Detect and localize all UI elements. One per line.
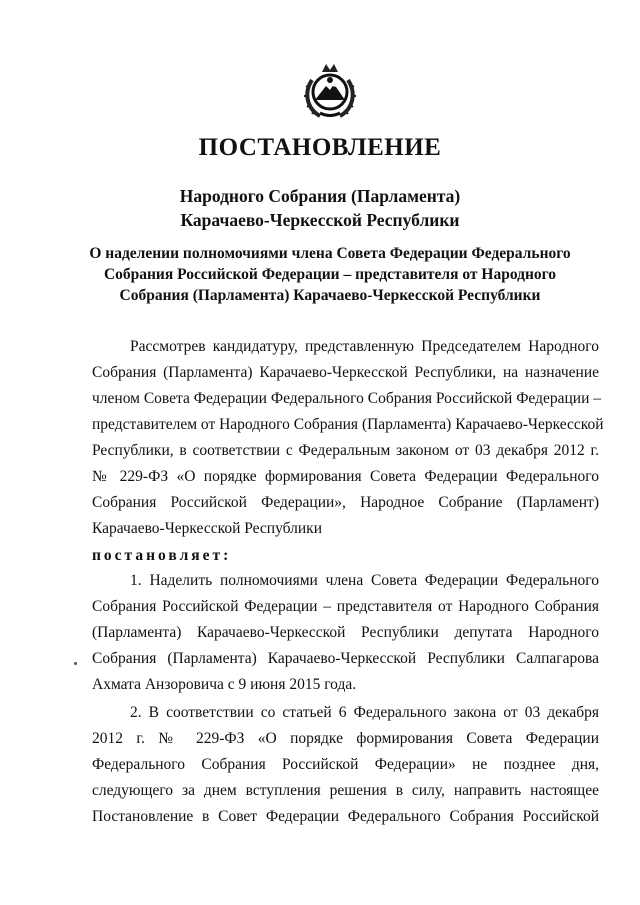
item-2-line: 2012 г. № 229-ФЗ «О порядке формирования Совета Федерации xyxy=(92,730,599,747)
item-1-line: Собрания (Парламента) Карачаево-Черкесской Республики Салпагарова xyxy=(92,650,599,667)
item-2-line: Федерального Собрания Российской Федерации» не позднее дня, xyxy=(92,756,599,773)
preamble-line: Рассмотрев кандидатуру, представленную Председателем Народного xyxy=(130,338,599,355)
item-2-line: Постановление в Совет Федерации Федерального Собрания Российской xyxy=(92,808,599,825)
coat-of-arms-icon xyxy=(298,58,362,122)
issuer-block xyxy=(0,184,640,232)
issuer-line: Народного Собрания (Парламента) xyxy=(179,186,461,206)
document-subject xyxy=(60,243,600,306)
preamble-line: членом Совета Федерации Федерального Собрания Российской Федерации – xyxy=(92,390,602,407)
item-2-line: следующего за днем вступления решения в силу, направить настоящее xyxy=(92,782,599,799)
item-1-line: Ахмата Анзоровича с 9 июня 2015 года. xyxy=(92,676,357,693)
issuer-line: Карачаево-Черкесской Республики xyxy=(180,210,460,230)
document-title: ПОСТАНОВЛЕНИЕ xyxy=(198,134,442,161)
decree-word: постановляет: xyxy=(92,547,232,564)
item-1-line: 1. Наделить полномочиями члена Совета Федерации Федерального xyxy=(130,572,599,589)
item-1-line: Собрания Российской Федерации – представителя от Народного Собрания xyxy=(92,598,599,615)
scan-speck xyxy=(74,662,77,665)
preamble-line: Республики, в соответствии с Федеральным законом от 03 декабря 2012 г. xyxy=(92,442,599,459)
item-1-line: (Парламента) Карачаево-Черкесской Республики депутата Народного xyxy=(92,624,599,641)
item-2-line: 2. В соответствии со статьей 6 Федерального закона от 03 декабря xyxy=(130,704,599,721)
subject-line: О наделении полномочиями члена Совета Федерации Федерального xyxy=(89,245,571,262)
preamble-line: Собрания Российской Федерации», Народное Собрание (Парламент) xyxy=(92,494,599,511)
preamble-line: представителем от Народного Собрания (Парламента) Карачаево-Черкесской xyxy=(92,416,604,433)
preamble-line: № 229-ФЗ «О порядке формирования Совета Федерации Федерального xyxy=(92,468,599,485)
preamble-line: Карачаево-Черкесской Республики xyxy=(92,520,322,537)
subject-line: Собрания (Парламента) Карачаево-Черкесской Республики xyxy=(119,287,541,304)
preamble-line: Собрания (Парламента) Карачаево-Черкесской Республики, на назначение xyxy=(92,364,599,381)
subject-line: Собрания Российской Федерации – представителя от Народного xyxy=(103,266,557,283)
